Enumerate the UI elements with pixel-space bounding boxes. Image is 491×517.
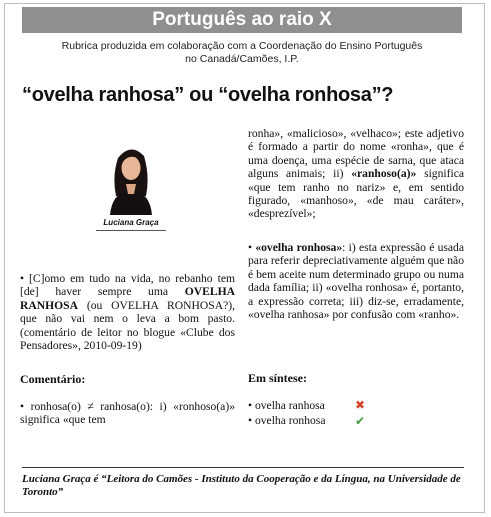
- subtitle: [22, 40, 462, 66]
- quote-text-1: • [C]omo em tudo na vida, no rebanho tem [de] haver sempre uma: [20, 272, 235, 299]
- summary-item-correct: • ovelha ronhosa: [248, 414, 326, 427]
- summary-item-wrong: • ovelha ranhosa: [248, 399, 325, 412]
- author-photo: [100, 140, 162, 215]
- definition-paragraph-2: [248, 241, 464, 321]
- subtitle-line-1: Rubrica produzida em colaboração com a Coordenação do Ensino Português: [61, 40, 423, 52]
- summary-heading: Em síntese:: [248, 371, 307, 385]
- comment-heading: Comentário:: [20, 372, 86, 386]
- definition-term-ranhoso: «ranhoso(a)»: [351, 167, 417, 181]
- definition-text-1: ronha», «malicioso», «velhaco»; este adjetivo é formado a partir do nome «ronha», que é uma doença, uma espécie de sarna, que ataca alguns animais; ii): [248, 127, 464, 181]
- definition-term-ovelha-ronhosa: «ovelha ronhosa»: [255, 241, 343, 254]
- comment-text: • ronhosa(o) ≠ ranhosa(o): i) «ronhoso(a)» significa «que tem: [20, 400, 235, 427]
- bullet: •: [248, 241, 256, 254]
- footer-divider: [22, 467, 464, 468]
- reader-quote: [20, 272, 235, 352]
- definition-text-2: significa «que tem ranho no nariz» e, em sentido figurado, «manhoso», «de mau caráter», «desprezível»;: [248, 167, 464, 221]
- section-banner: Português ao raio X: [22, 7, 462, 33]
- quote-bold: OVELHA RANHOSA: [20, 285, 235, 312]
- check-icon: ✔: [355, 414, 366, 428]
- quote-text-2: (ou OVELHA RONHOSA?), que não vai nem o leva a bom pasto. (comentário de leitor no blogue «Clube dos Pensadores», 2010-09-19): [20, 298, 235, 353]
- subtitle-line-2: no Canadá/Camões, I.P.: [185, 53, 299, 65]
- author-bio: Luciana Graça é “Leitora do Camões - Instituto da Cooperação e da Língua, na Universidade de Toronto”: [22, 473, 461, 498]
- author-caption: Luciana Graça: [103, 218, 159, 227]
- cross-icon: ✖: [355, 398, 366, 412]
- definition-paragraph-1: [248, 127, 464, 221]
- definition-text-3: : i) esta expressão é usada para referir depreciativamente alguém que não é bem aceite num determinado grupo ou numa dada família; ii) «ovelha ronhosa» é, portanto, a expressão correta; iii) diz-se, erradamente, «ovelha ranhosa» por confusão com «ranho».: [248, 241, 464, 322]
- article-headline: “ovelha ranhosa” ou “ovelha ronhosa”?: [22, 84, 394, 106]
- caption-divider: [96, 230, 166, 231]
